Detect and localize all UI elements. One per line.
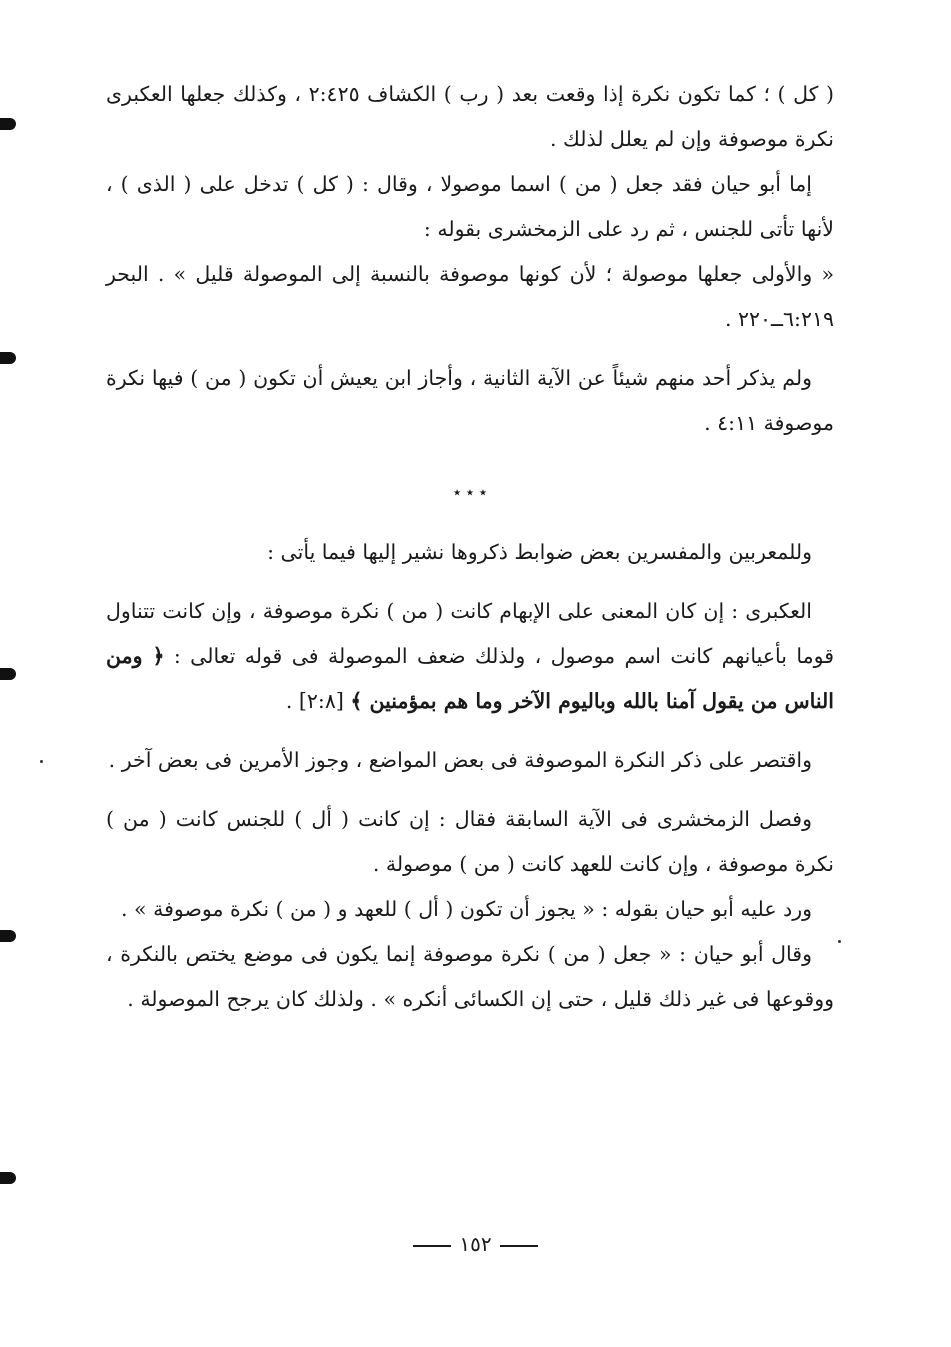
- intro-paragraph: وللمعربين والمفسرين بعض ضوابط ذكروها نشير إليها فيما يأتى :: [267, 540, 812, 564]
- section-separator: ٭ ٭ ٭: [452, 483, 488, 501]
- scan-edge-mark: [0, 352, 16, 364]
- paragraph-3-quote: « والأولى جعلها موصولة ؛ لأن كونها موصوفة بالنسبة إلى الموصولة قليل » . البحر ٦:٢١٩ــ٢٢٠ .: [106, 262, 834, 331]
- scan-edge-mark: [0, 930, 16, 942]
- quran-verse: ﴿ ومن الناس من يقول آمنا بالله وباليوم الآخر وما هم بمؤمنين ﴾: [106, 644, 834, 713]
- paragraph-zamakhshari: وفصل الزمخشرى فى الآية السابقة فقال : إن كانت ( أل ) للجنس كانت ( من ) نكرة موصوفة ، وإن كانت للعهد كانت ( من ) موصولة .: [106, 807, 834, 876]
- footer-dash-left: [413, 1245, 451, 1247]
- paragraph-1: ( كل ) ؛ كما تكون نكرة إذا وقعت بعد ( رب ) الكشاف ٢:٤٢٥ ، وكذلك جعلها العكبرى نكرة موصوفة وإن لم يعلل لذلك .: [106, 82, 834, 151]
- scan-speck: [40, 760, 43, 763]
- ukbari-text: العكبرى : إن كان المعنى على الإبهام كانت ( من ) نكرة موصوفة ، وإن كانت تتناول قوما بأعيانهم كانت اسم موصول ، ولذلك ضعف الموصولة فى قوله تعالى :: [106, 599, 834, 668]
- scan-edge-mark: [0, 1172, 16, 1184]
- paragraph-restriction: واقتصر على ذكر النكرة الموصوفة فى بعض المواضع ، وجوز الأمرين فى بعض آخر .: [108, 748, 812, 772]
- footer-dash-right: [500, 1245, 538, 1247]
- paragraph-4: ولم يذكر أحد منهم شيئاً عن الآية الثانية ، وأجاز ابن يعيش أن تكون ( من ) فيها نكرة موصوفة ٤:١١ .: [106, 366, 834, 435]
- paragraph-abu-hayyan-said: وقال أبو حيان : « جعل ( من ) نكرة موصوفة إنما يكون فى موضع يختص بالنكرة ، ووقوعها فى غير ذلك قليل ، حتى إن الكسائى أنكره » . ولذلك كان يرجح الموصولة .: [106, 942, 834, 1011]
- scan-edge-mark: [0, 668, 16, 680]
- page-body: [106, 72, 834, 1022]
- scan-speck: [838, 940, 841, 943]
- paragraph-2: إما أبو حيان فقد جعل ( من ) اسما موصولا ، وقال : ( كل ) تدخل على ( الذى ) ، لأنها تأتى للجنس ، ثم رد على الزمخشرى بقوله :: [106, 172, 834, 241]
- scan-edge-mark: [0, 118, 16, 130]
- paragraph-abu-hayyan-reply: ورد عليه أبو حيان بقوله : « يجوز أن تكون ( أل ) للعهد و ( من ) نكرة موصوفة » .: [120, 897, 812, 921]
- page-footer: [0, 1232, 951, 1256]
- verse-reference: [٢:٨] .: [285, 689, 351, 713]
- page-number: ١٥٢: [459, 1232, 492, 1256]
- ukbari-paragraph: [106, 589, 834, 724]
